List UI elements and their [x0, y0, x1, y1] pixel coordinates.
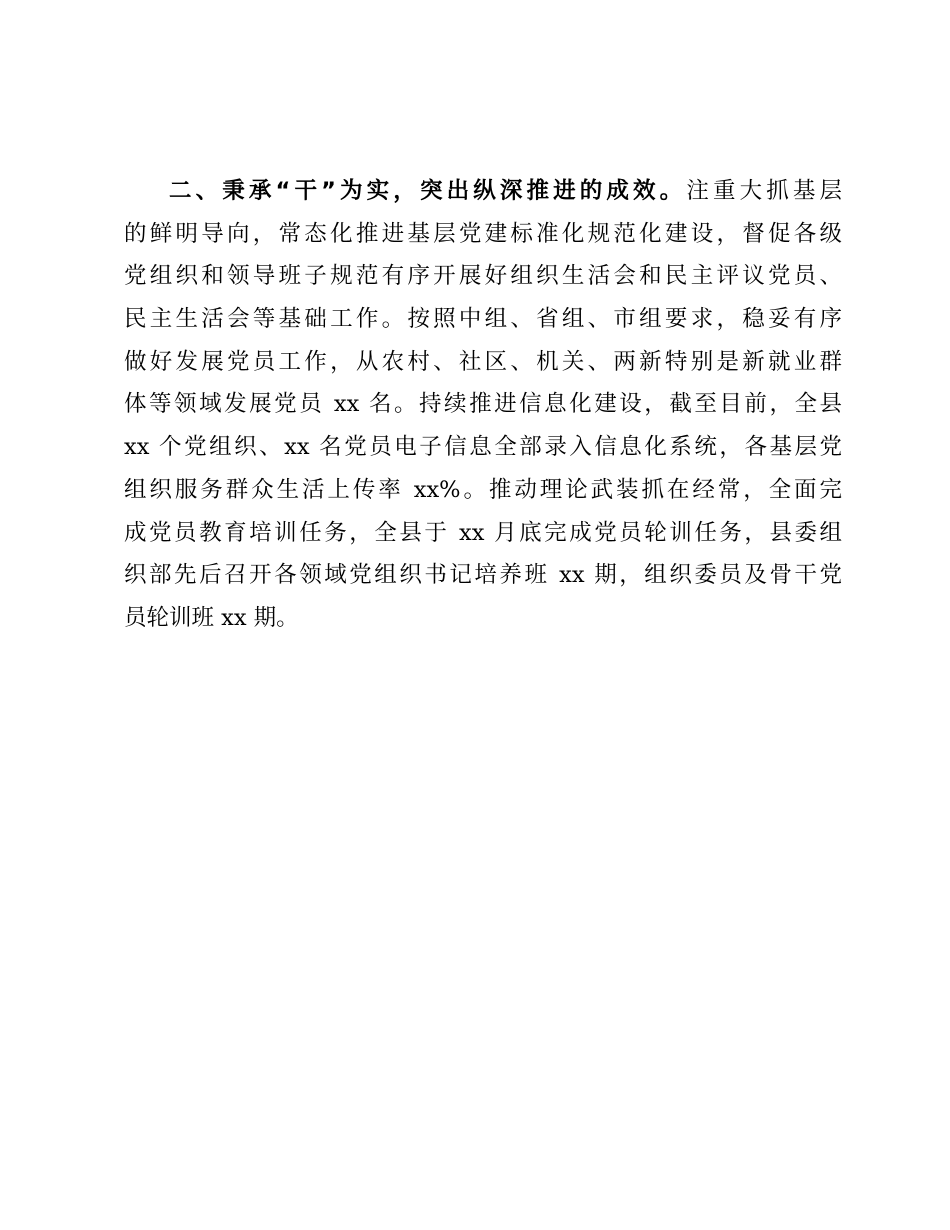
paragraph-last-line: 员轮训班 xx 期。 [124, 604, 299, 631]
paragraph-line: xx 个党组织、xx 名党员电子信息全部录入信息化系统，各基层党 [124, 434, 842, 461]
paragraph-line: 成党员教育培训任务，全县于 xx 月底完成党员轮训任务，县委组 [124, 519, 842, 546]
paragraph-line: 的鲜明导向，常态化推进基层党建标准化规范化建设，督促各级 [124, 220, 842, 247]
paragraph-line: 民主生活会等基础工作。按照中组、省组、市组要求，稳妥有序 [124, 306, 842, 333]
paragraph-line: 做好发展党员工作，从农村、社区、机关、两新特别是新就业群 [124, 348, 842, 375]
paragraph-line: 织部先后召开各领域党组织书记培养班 xx 期，组织委员及骨干党 [124, 562, 842, 589]
paragraph-line: 体等领域发展党员 xx 名。持续推进信息化建设，截至目前，全县 [124, 391, 842, 418]
paragraph-line: 组织服务群众生活上传率 xx%。推动理论武装抓在经常，全面完 [124, 476, 842, 503]
section-heading: 二、秉承“干”为实，突出纵深推进的成效。 [169, 178, 687, 204]
paragraph-line: 注重大抓基层 [686, 178, 842, 204]
document-paragraph [124, 170, 842, 640]
paragraph-line: 党组织和领导班子规范有序开展好组织生活会和民主评议党员、 [124, 263, 842, 290]
paragraph-first-line [124, 170, 842, 213]
